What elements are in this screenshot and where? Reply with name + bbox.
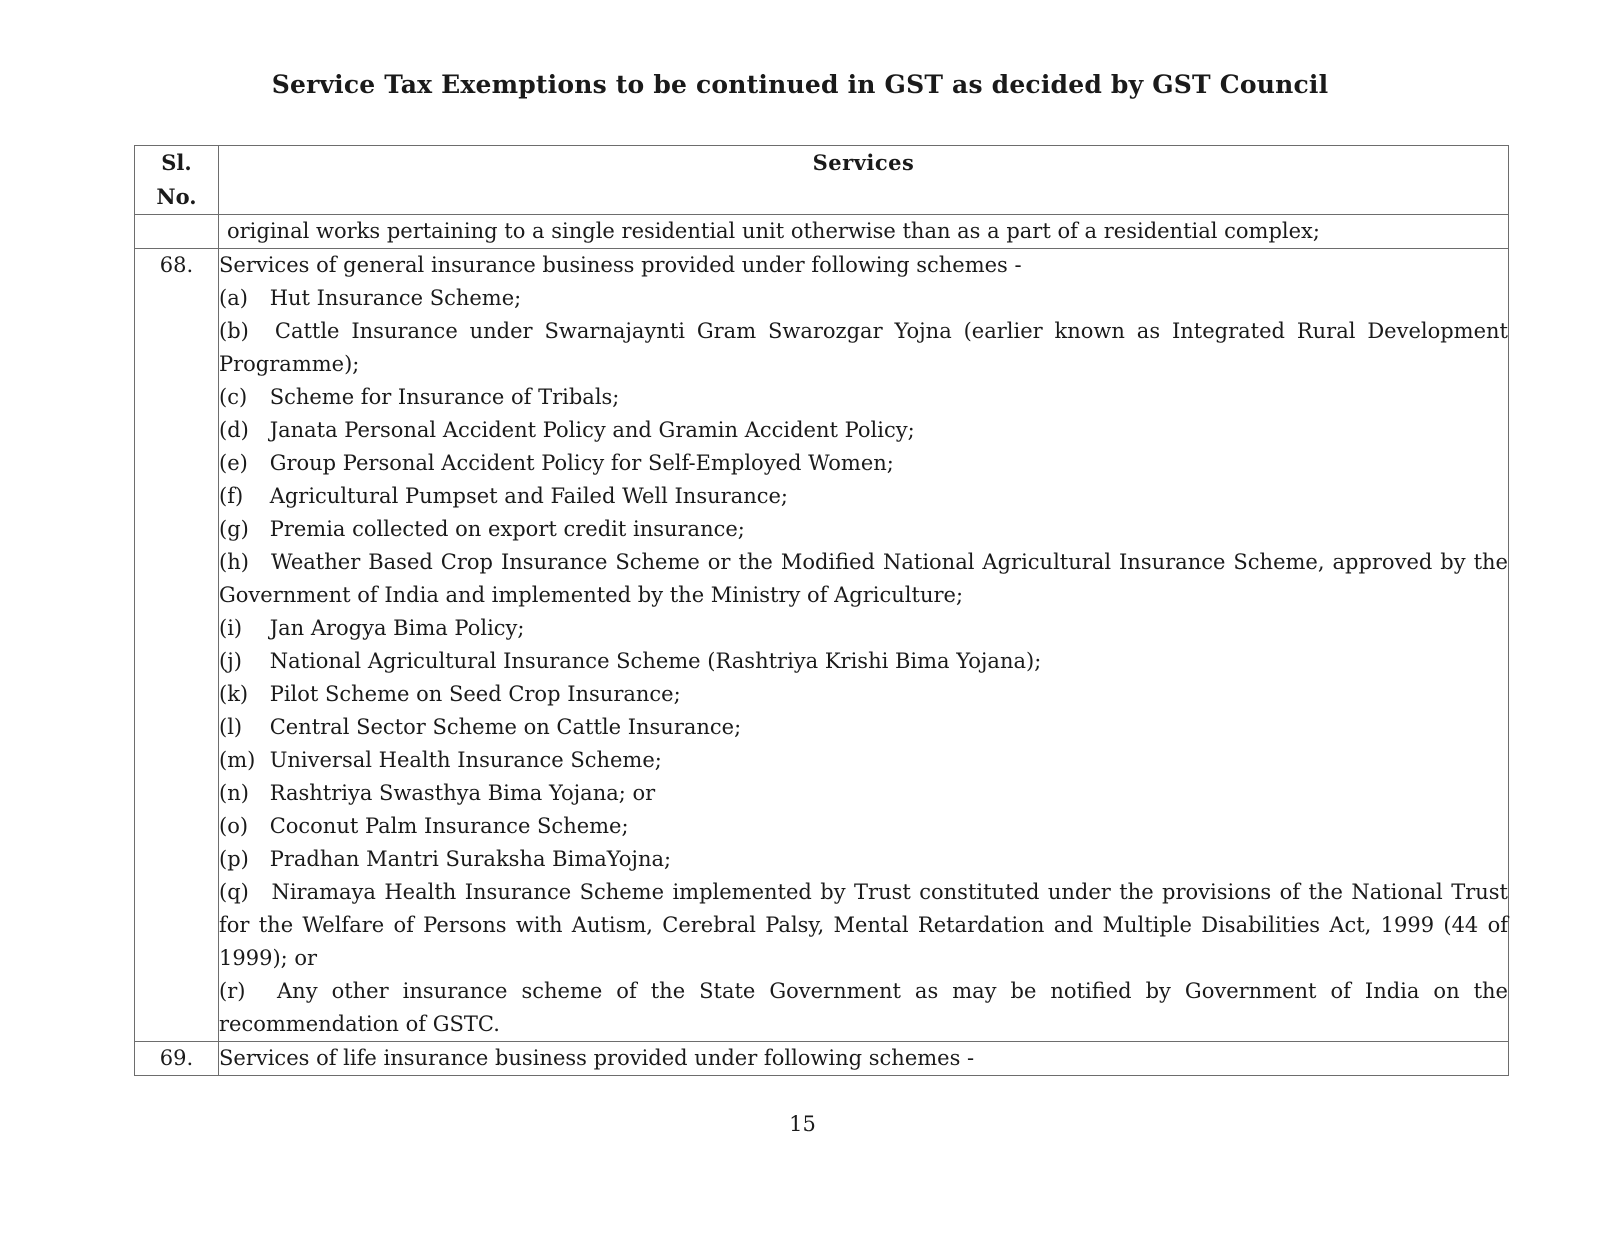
list-item-label: (b) xyxy=(219,319,249,343)
sl-cell-68: 68. xyxy=(135,249,219,1042)
list-item-label: (a) xyxy=(219,286,248,310)
page-number: 15 xyxy=(789,1112,816,1136)
list-item-text: Pilot Scheme on Seed Crop Insurance; xyxy=(269,682,681,706)
list-item-label: (q) xyxy=(219,880,249,904)
list-item xyxy=(219,876,1508,975)
list-item-label: (h) xyxy=(219,550,249,574)
services-cell-69 xyxy=(219,1042,1509,1076)
list-item-text: National Agricultural Insurance Scheme (Rashtriya Krishi Bima Yojana); xyxy=(269,649,1042,673)
list-item xyxy=(219,612,1508,645)
list-item-label: (l) xyxy=(219,715,243,739)
sl-no-header-line1: Sl. xyxy=(161,150,192,175)
list-item-text: Scheme for Insurance of Tribals; xyxy=(269,385,620,409)
sl-cell-empty xyxy=(135,215,219,249)
services-cell-68 xyxy=(219,249,1509,1042)
list-item xyxy=(219,480,1508,513)
list-item-label: (c) xyxy=(219,385,248,409)
services-cell-continuation xyxy=(219,215,1509,249)
list-item xyxy=(219,513,1508,546)
list-item-text: Jan Arogya Bima Policy; xyxy=(269,616,525,640)
list-item-text: Central Sector Scheme on Cattle Insurance; xyxy=(269,715,742,739)
list-item xyxy=(219,810,1508,843)
list-item-label: (n) xyxy=(219,781,249,805)
list-item xyxy=(219,744,1508,777)
list-item-text: Any other insurance scheme of the State Government as may be notified by Government of India on the recommendation of GSTC. xyxy=(219,979,1508,1036)
list-item xyxy=(219,777,1508,810)
list-item-label: (j) xyxy=(219,649,242,673)
table-row-69 xyxy=(135,1042,1509,1076)
list-item-text: Rashtriya Swasthya Bima Yojana; or xyxy=(269,781,656,805)
row68-item-list xyxy=(219,282,1508,1041)
list-item-text: Universal Health Insurance Scheme; xyxy=(269,748,662,772)
list-item-label: (o) xyxy=(219,814,249,838)
list-item-label: (p) xyxy=(219,847,249,871)
list-item xyxy=(219,645,1508,678)
list-item-label: (f) xyxy=(219,484,244,508)
list-item-text: Agricultural Pumpset and Failed Well Insurance; xyxy=(269,484,788,508)
list-item-text: Niramaya Health Insurance Scheme implemented by Trust constituted under the provisions of the National Trust for the Welfare of Persons with Autism, Cerebral Palsy, Mental Retardation and Multiple Disabilities Act, 1999 (44 of 1999); or xyxy=(219,880,1509,970)
list-item-label: (e) xyxy=(219,451,248,475)
row69-intro: Services of life insurance business provided under following schemes - xyxy=(219,1046,975,1070)
list-item xyxy=(219,381,1508,414)
list-item xyxy=(219,414,1508,447)
list-item-label: (r) xyxy=(219,979,246,1003)
list-item-text: Cattle Insurance under Swarnajaynti Gram Swarozgar Yojna (earlier known as Integrated Rural Development Programme); xyxy=(219,319,1508,376)
continuation-text: original works pertaining to a single residential unit otherwise than as a part of a residential complex; xyxy=(227,219,1320,243)
list-item-text: Janata Personal Accident Policy and Gramin Accident Policy; xyxy=(269,418,915,442)
list-item-text: Group Personal Accident Policy for Self-Employed Women; xyxy=(269,451,894,475)
row68-intro: Services of general insurance business provided under following schemes - xyxy=(219,253,1022,277)
list-item-text: Weather Based Crop Insurance Scheme or the Modified National Agricultural Insurance Scheme, approved by the Government of India and implemented by the Ministry of Agriculture; xyxy=(219,550,1508,607)
list-item-label: (i) xyxy=(219,616,243,640)
list-item-label: (m) xyxy=(219,748,256,772)
page-title: Service Tax Exemptions to be continued in GST as decided by GST Council xyxy=(271,70,1329,99)
list-item xyxy=(219,447,1508,480)
list-item xyxy=(219,975,1508,1041)
list-item xyxy=(219,546,1508,612)
list-item-text: Pradhan Mantri Suraksha BimaYojna; xyxy=(269,847,672,871)
table-row-68 xyxy=(135,249,1509,1042)
list-item xyxy=(219,843,1508,876)
list-item xyxy=(219,282,1508,315)
services-header: Services xyxy=(219,146,1509,215)
table-row-continuation xyxy=(135,215,1509,249)
sl-no-header xyxy=(135,146,219,215)
sl-no-header-line2: No. xyxy=(156,184,197,209)
list-item-label: (k) xyxy=(219,682,249,706)
services-table xyxy=(134,145,1509,1076)
list-item-label: (g) xyxy=(219,517,249,541)
list-item xyxy=(219,711,1508,744)
list-item-text: Premia collected on export credit insurance; xyxy=(269,517,745,541)
table-header-row xyxy=(135,146,1509,215)
sl-cell-69: 69. xyxy=(135,1042,219,1076)
list-item xyxy=(219,315,1508,381)
list-item-label: (d) xyxy=(219,418,249,442)
list-item xyxy=(219,678,1508,711)
list-item-text: Hut Insurance Scheme; xyxy=(269,286,522,310)
list-item-text: Coconut Palm Insurance Scheme; xyxy=(269,814,629,838)
